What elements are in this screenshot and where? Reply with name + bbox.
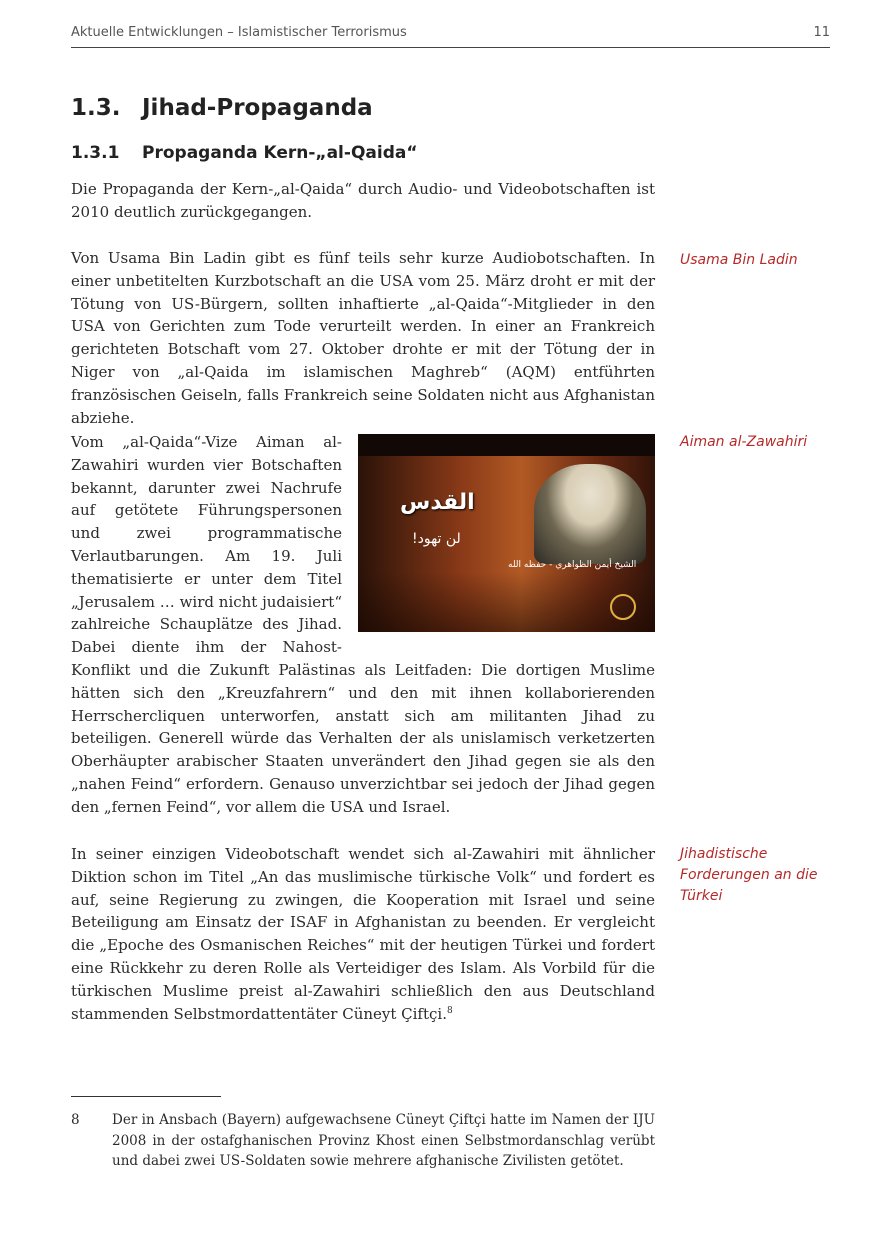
paragraph-turkey-text: In seiner einzigen Videobotschaft wendet sich al-Zawahiri mit ähnlicher Diktion schon im Titel „An das muslimische türkische Volk“ und fordert es auf, seine Regierung zu zwingen, die Kooperation mit Israel und seine Beteiligung am Einsatz der ISAF in Afghanistan zu beenden. Er vergleicht die „Epoche des Osmanischen Reiches“ mit der heutigen Türkei und fordert eine Rückkehr zu deren Rolle als Verteidiger des Islam. Als Vorbild für die türkischen Muslime preist al-Zawahiri schließlich den aus Deutschland stammenden Selbstmordattentäter Cüneyt Çiftçi.	[71, 845, 655, 1023]
subsection-number: 1.3.1	[71, 143, 120, 163]
footnote	[71, 1110, 655, 1172]
image-arabic-caption: الشيخ أيمن الظواهري - حفظه الله	[508, 560, 637, 570]
running-header-title: Aktuelle Entwicklungen – Islamistischer Terrorismus	[71, 25, 407, 40]
section-number: 1.3.	[71, 95, 121, 121]
paragraph-bin-ladin: Von Usama Bin Ladin gibt es fünf teils sehr kurze Audiobotschaften. In einer unbetitelten Kurzbotschaft an die USA vom 25. März droht er mit der Tötung von US-Bürgern, sollten inhaftierte „al-Qaida“-Mitglieder in den USA von Gerichten zum Tode verurteilt werden. In einer an Frankreich gerichteten Botschaft vom 27. Oktober drohte er mit der Tötung der in Niger von „al-Qaida im islamischen Maghreb“ (AQM) entführten französischen Geiseln, falls Frankreich seine Soldaten nicht aus Afghanistan abziehe.	[71, 249, 655, 427]
paragraph-zawahiri-block	[71, 431, 655, 819]
image-top-band	[358, 434, 655, 456]
margin-note-bin-ladin: Usama Bin Ladin	[680, 252, 798, 268]
section-title: Jihad-Propaganda	[142, 95, 373, 121]
subsection-heading	[71, 143, 418, 163]
footnote-text: Der in Ansbach (Bayern) aufgewachsene Cüneyt Çiftçi hatte im Namen der IJU 2008 in der ostafghanischen Provinz Khost einen Selbstmordanschlag verübt und dabei zwei US-Soldaten sowie mehrere afghanische Zivilisten getötet.	[112, 1112, 655, 1169]
footnote-divider	[71, 1096, 221, 1097]
image-arabic-title: القدس	[400, 490, 475, 515]
running-header	[71, 24, 830, 48]
section-heading	[71, 95, 373, 121]
speaker-figure	[534, 464, 646, 564]
footnote-number: 8	[71, 1112, 80, 1128]
margin-note-zawahiri: Aiman al-Zawahiri	[680, 434, 808, 450]
media-logo-icon	[610, 594, 636, 620]
paragraph-intro: Die Propaganda der Kern-„al-Qaida“ durch Audio- und Videobotschaften ist 2010 deutlich zurückgegangen.	[71, 180, 655, 221]
paragraph-zawahiri: Vom „al-Qaida“-Vize Aiman al-Zawahiri wurden vier Botschaften bekannt, darunter zwei Nachrufe auf getötete Führungspersonen und zwei programmatische Verlautbarungen. Am 19. Juli thematisierte er unter dem Titel „Jerusalem … wird nicht judaisiert“ zahlreiche Schauplätze des Jihad. Dabei diente ihm der Nahost-Konflikt und die Zukunft Palästinas als Leitfaden: Die dortigen Muslime hätten sich den „Kreuzfahrern“ und den mit ihnen kollaborierenden Herrschercliquen unterworfen, anstatt sich am militanten Jihad zu beteiligen. Generell würde das Verhalten der als unislamisch verketzerten Oberhäupter arabischer Staaten unverändert den Jihad gegen sie als den „nahen Feind“ erfordern. Genauso unverzichtbar sei jedoch der Jihad gegen den „fernen Feind“, vor allem die USA und Israel.	[71, 433, 655, 816]
subsection-title: Propaganda Kern-„al-Qaida“	[142, 143, 418, 163]
footnote-reference[interactable]: 8	[446, 1005, 453, 1016]
zawahiri-video-still	[358, 434, 655, 632]
image-arabic-subtitle: لن تهود!	[412, 531, 461, 547]
page-number: 11	[813, 25, 830, 40]
paragraph-turkey	[71, 843, 655, 1025]
margin-note-turkey: Jihadistische Forderungen an die Türkei	[680, 846, 818, 904]
